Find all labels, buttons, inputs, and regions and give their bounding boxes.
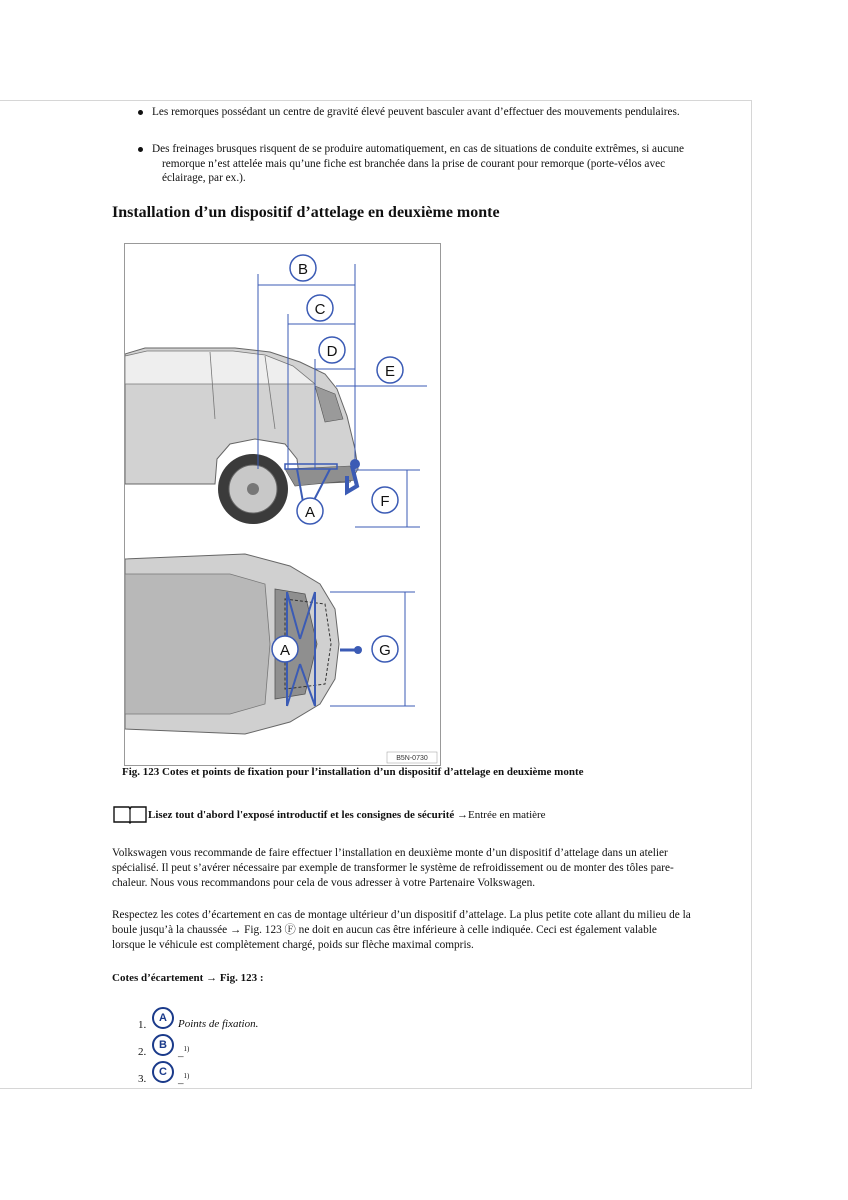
paragraph-recommendation [112,846,742,891]
letter-a-icon: A [152,1007,174,1029]
list-text: _ [178,1046,184,1059]
car-top-view [125,554,339,734]
figure-code: B5N-0730 [396,755,428,762]
bullet-dot [138,147,143,152]
para-line: Respectez les cotes d’écartement en cas de montage ultérieur d’un dispositif d’attelage. La plus petite cote allant du milieu de la [112,909,691,921]
list-label [178,1072,189,1086]
bullet-text: Des freinages brusques risquent de se produire automatiquement, en cas de situations de conduite extrêmes, si aucune [152,143,685,155]
bullet-text-cont: éclairage, par ex.). [162,172,246,184]
footnote-ref[interactable]: 1) [183,1045,190,1053]
list-num: 3. [138,1073,147,1085]
label-a-top: A [279,642,291,659]
bullet-item [138,142,738,186]
car-side-view [125,348,358,524]
para-line: boule jusqu’à la chaussée → Fig. 123 Ⓕ ne doit en aucun cas être inférieure à celle indiquée. Ceci est également valable [112,924,657,936]
notice-bold: Lisez tout d'abord l'exposé introductif et les consignes de sécurité [148,809,455,822]
footnote-ref[interactable]: 1) [183,1072,190,1080]
label-f: F [380,493,390,510]
list-text: Points de fixation. [178,1018,259,1030]
car-diagram [125,244,440,765]
list-num: 1. [138,1019,147,1031]
list-label [178,1045,189,1059]
section-title: Installation d’un dispositif d’attelage en deuxième monte [112,204,500,221]
list-text: _ [178,1073,184,1086]
bullet-text-cont: remorque n’est attelée mais qu’une fiche est branchée dans la prise de courant pour remorque (porte-vélos avec [162,157,666,170]
label-c: C [314,301,326,318]
letter-c-icon: C [152,1061,174,1083]
label-d: D [326,343,338,360]
para-line: lorsque le véhicule est complètement chargé, poids sur flèche maximal compris. [112,939,474,951]
para-line: chaleur. Nous vous recommandons pour cela de vous adresser à votre Partenaire Volkswagen. [112,877,536,889]
bullet-item [138,105,738,120]
paragraph-cotes [112,908,742,953]
bullet-dot [138,110,143,115]
figure-caption: Fig. 123 Cotes et points de fixation pour l’installation d’un dispositif d’attelage en deuxième monte [122,766,584,778]
list-num: 2. [138,1046,147,1058]
label-g: G [379,642,391,659]
label-a-side: A [304,504,316,521]
label-e: E [384,363,396,380]
notice-line [112,804,546,827]
list-label [178,1018,258,1030]
figure-123 [124,243,441,766]
para-line: spécialisé. Il peut s’avérer nécessaire par exemple de transformer le système de refroidissement ou de monter des tôles pare- [112,862,674,874]
cotes-heading: Cotes d’écartement → Fig. 123 : [112,972,264,984]
para-line: Volkswagen vous recommande de faire effectuer l’installation en deuxième monte d’un dispositif d’attelage dans un atelier [112,847,668,859]
label-b: B [297,261,309,278]
notice-arrow: → [457,809,468,822]
book-icon [112,804,148,827]
notice-link[interactable]: Entrée en matière [468,809,546,822]
letter-b-icon: B [152,1034,174,1056]
bullet-text: Les remorques possédant un centre de gravité élevé peuvent basculer avant d’effectuer des mouvements pendulaires. [152,106,680,118]
